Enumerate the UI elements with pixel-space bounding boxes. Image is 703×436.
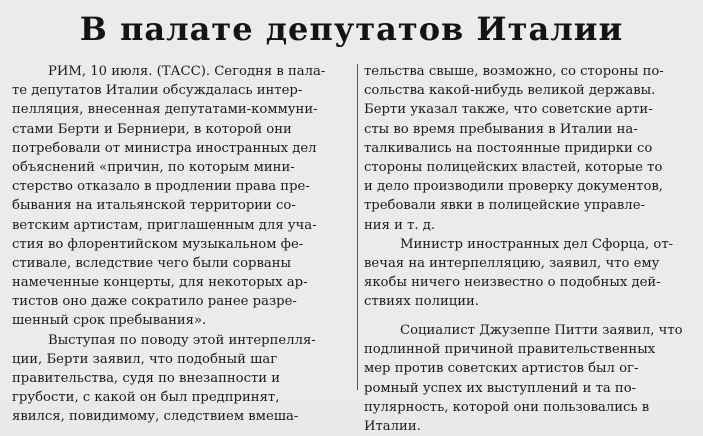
article-column-right [364, 62, 690, 436]
text-line: явился, повидимому, следствием вмеша- [12, 409, 299, 425]
text-line: Италии. [364, 418, 421, 434]
text-line: подлинной причиной правительственных [364, 342, 656, 358]
text-line: те депутатов Италии обсуждалась интер- [12, 83, 303, 99]
text-line: Берти указал также, что советские арти- [364, 102, 653, 118]
text-line: ствиях полиции. [364, 294, 479, 310]
text-line: потребовали от министра иностранных дел [12, 140, 317, 156]
text-line: ветским артистам, приглашенным для уча- [12, 217, 317, 233]
text-line: стерство отказало в продлении права пре- [12, 179, 310, 195]
text-line: тельства свыше, возможно, со стороны по- [364, 64, 664, 79]
article-column-left [12, 62, 354, 427]
text-line: ния и т. д. [364, 217, 436, 233]
article-headline: В палате депутатов Италии [79, 10, 624, 48]
text-line: сты во время пребывания в Италии на- [364, 121, 638, 137]
text-line: бывания на итальянской территории со- [12, 198, 296, 214]
text-line: правительства, судя по внезапности и [12, 371, 281, 386]
text-line: пелляция, внесенная депутатами-коммуни- [12, 102, 318, 118]
text-line: стия во флорентийском музыкальном фе- [12, 236, 304, 252]
text-line: мер против советских артистов был ог- [364, 361, 639, 377]
text-line: стороны полицейских властей, которые то [364, 159, 663, 175]
text-line: тистов оно даже сократило ранее разре- [12, 294, 297, 310]
text-line: стами Берти и Берниери, в которой они [12, 121, 292, 137]
text-line: РИМ, 10 июля. (ТАСС). Сегодня в пала- [48, 64, 326, 79]
text-line: намеченные концерты, для некоторых ар- [12, 275, 308, 291]
text-line: требовали явки в полицейские управле- [364, 198, 645, 214]
text-line: пулярность, которой они пользовались в [364, 399, 650, 415]
text-line: объяснений «причин, по которым мини- [12, 159, 295, 175]
text-line: Выступая по поводу этой интерпелля- [48, 332, 316, 348]
text-line: Министр иностранных дел Сфорца, от- [400, 236, 674, 252]
text-line: якобы ничего неизвестно о подобных дей- [364, 275, 661, 291]
text-line: сольства какой-нибудь великой державы. [364, 83, 656, 99]
text-line: шенный срок пребывания». [12, 313, 207, 329]
text-line: ромный успех их выступлений и та по- [364, 380, 637, 396]
text-line: талкивались на постоянные придирки со [364, 140, 653, 156]
text-line: ции, Берти заявил, что подобный шаг [12, 351, 278, 367]
text-line: и дело производили проверку документов, [364, 179, 663, 195]
text-line: вечая на интерпелляцию, заявил, что ему [364, 255, 660, 271]
column-divider [357, 64, 358, 390]
text-line: стивале, вследствие чего были сорваны [12, 255, 292, 271]
text-line: грубости, с какой он был предпринят, [12, 390, 280, 406]
text-line: Социалист Джузеппе Питти заявил, что [400, 323, 683, 339]
